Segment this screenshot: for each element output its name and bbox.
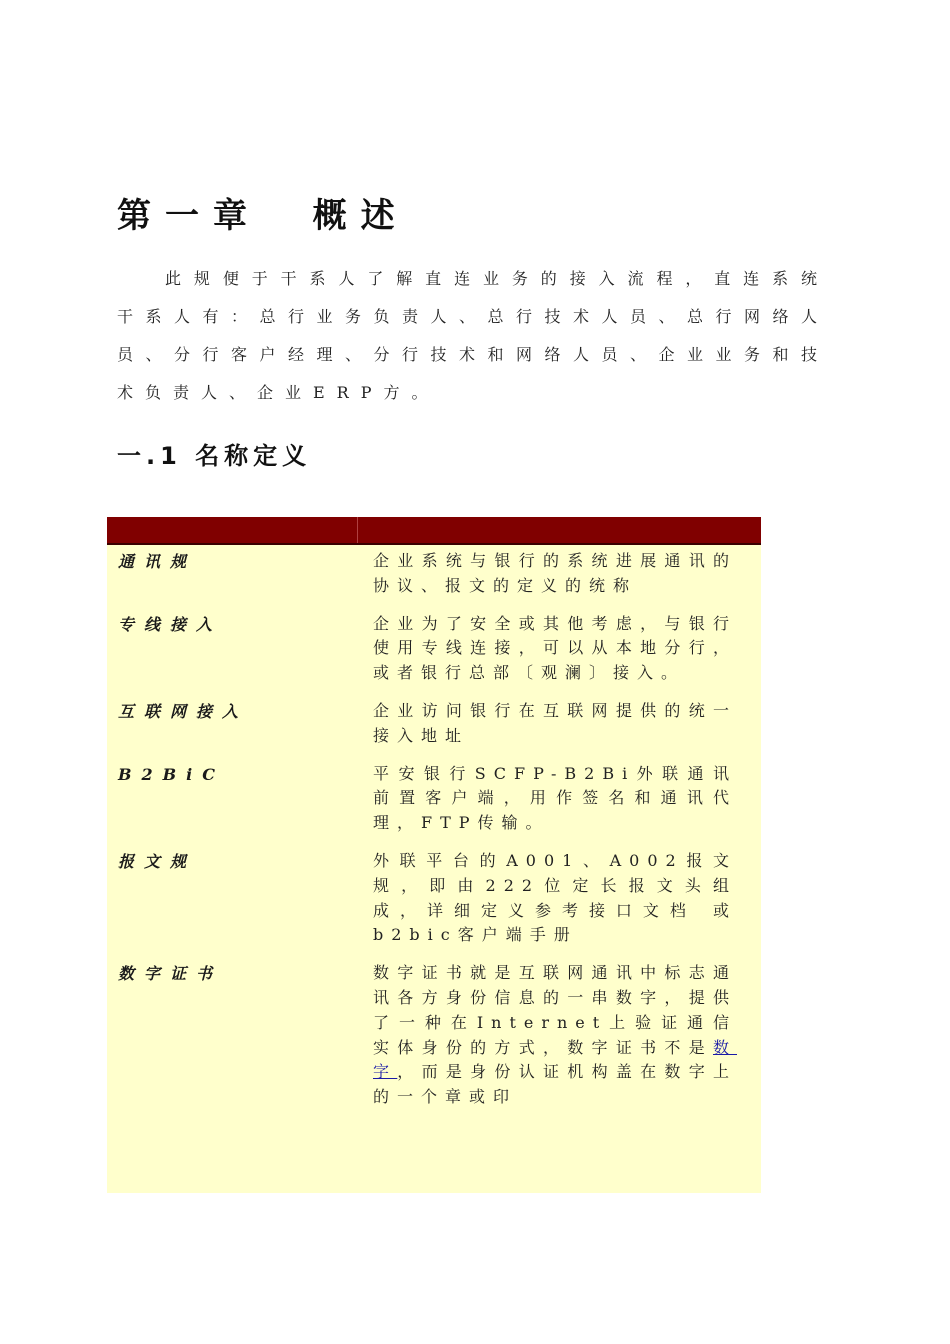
definition-description: 企业系统与银行的系统进展通讯的协议、报文的定义的统称: [373, 551, 737, 595]
definition-description-text: ，而是身份认证机构盖在数字上的一个章或印: [373, 1062, 737, 1107]
definition-description: 外联平台的A001、A002报文规，即由222位定长报文头组成，详细定义参考接口文档 或 b2bic客户端手册: [373, 850, 737, 945]
table-header-term-cell: [107, 517, 358, 543]
digital-link[interactable]: 数字: [373, 1037, 737, 1082]
definition-description-text: 数字证书就是互联网通讯中标志通讯各方身份信息的一串数字，提供了一种在Internet上验证通信实体身份的方式，数字证书不是: [373, 963, 737, 1057]
definition-term: 报文规: [118, 851, 197, 871]
definition-description: 企业访问银行在互联网提供的统一接入地址: [373, 700, 737, 745]
table-row: [107, 608, 761, 695]
definition-description: 平安银行SCFP-B2Bi外联通讯前置客户端，用作签名和通讯代理，FTP传输。: [373, 763, 737, 833]
table-row: [107, 845, 761, 957]
definitions-table: [107, 517, 761, 1193]
definition-term: 互联网接入: [118, 701, 249, 721]
definition-description: 企业为了安全或其他考虑，与银行使用专线连接，可以从本地分行，或者银行总部〔观澜〕接入。: [373, 613, 737, 683]
intro-paragraph: 此规便于干系人了解直连业务的接入流程，直连系统干系人有：总行业务负责人、总行技术人员、总行网络人员、分行客户经理、分行技术和网络人员、企业业务和技术负责人、企业ERP方。: [117, 269, 829, 402]
definition-term: B2BiC: [118, 764, 225, 784]
definition-term: 通讯规: [118, 552, 197, 571]
definition-term: 数字证书: [118, 964, 223, 984]
table-row: [107, 957, 761, 1119]
table-row: [107, 695, 761, 758]
table-header-description-cell: [358, 517, 761, 543]
chapter-title: 第一章 概述: [117, 196, 409, 236]
table-row: [107, 758, 761, 845]
table-header: [107, 517, 761, 545]
definition-description: [373, 961, 737, 1110]
table-row: [107, 545, 761, 608]
section-title: 一.1 名称定义: [117, 442, 312, 470]
definition-term: 专线接入: [118, 614, 223, 634]
